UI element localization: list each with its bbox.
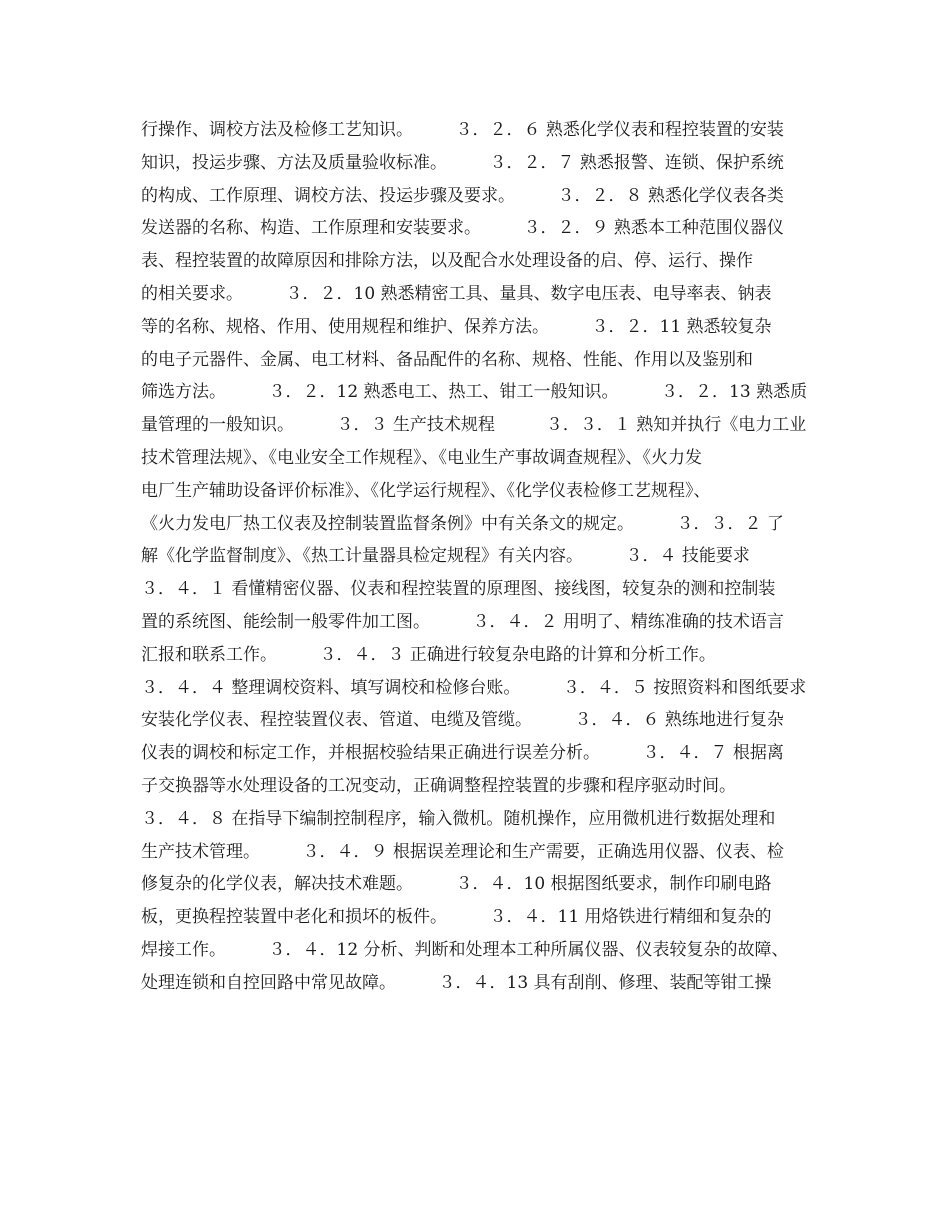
text-line: 安装化学仪表、程控装置仪表、管道、电缆及管缆。 ３．４．６ 熟练地进行复杂 (141, 710, 784, 731)
text-line: ３．４．８ 在指导下编制控制程序，输入微机。随机操作，应用微机进行数据处理和 (141, 808, 776, 829)
text-line: 仪表的调校和标定工作，并根据校验结果正确进行误差分析。 ３．４．７ 根据离 (141, 743, 784, 764)
text-line: 的相关要求。 ３．２．10 熟悉精密工具、量具、数字电压表、电导率表、钠表 (141, 283, 772, 304)
text-line: 筛选方法。 ３．２．12 熟悉电工、热工、钳工一般知识。 ３．２．13 熟悉质 (141, 382, 808, 403)
text-line: 《火力发电厂热工仪表及控制装置监督条例》中有关条文的规定。 ３．３．２ 了 (141, 513, 784, 534)
text-line: 生产技术管理。 ３．４．９ 根据误差理论和生产需要，正确选用仪器、仪表、检 (141, 841, 784, 862)
text-line: 汇报和联系工作。 ３．４．３ 正确进行较复杂电路的计算和分析工作。 (141, 644, 716, 665)
text-line: 的电子元器件、金属、电工材料、备品配件的名称、规格、性能、作用以及鉴别和 (141, 349, 753, 370)
text-line: 表、程控装置的故障原因和排除方法，以及配合水处理设备的启、停、运行、操作 (141, 251, 753, 272)
text-line: 行操作、调校方法及检修工艺知识。 ３．２．６ 熟悉化学仪表和程控装置的安装 (141, 120, 784, 140)
text-line: 等的名称、规格、作用、使用规程和维护、保养方法。 ３．２．11 熟悉较复杂 (141, 316, 772, 337)
text-line: 量管理的一般知识。 ３．３ 生产技术规程 ３．３．１ 熟知并执行《电力工业 (141, 415, 807, 436)
text-line: 板，更换程控装置中老化和损坏的板件。 ３．４．11 用烙铁进行精细和复杂的 (141, 907, 772, 928)
body-text (141, 114, 831, 1000)
text-line: 修复杂的化学仪表，解决技术难题。 ３．４．10 根据图纸要求，制作印刷电路 (141, 874, 772, 895)
text-line: 焊接工作。 ３．４．12 分析、判断和处理本工种所属仪器、仪表较复杂的故障、 (141, 939, 789, 960)
text-line: 技术管理法规》、《电业安全工作规程》、《电业生产事故调查规程》、《火力发 (141, 447, 702, 468)
text-line: 子交换器等水处理设备的工况变动，正确调整程控装置的步骤和程序驱动时间。 (141, 775, 736, 796)
text-line: 的构成、工作原理、调校方法、投运步骤及要求。 ３．２．８ 熟悉化学仪表各类 (141, 185, 784, 206)
text-line: ３．４．１ 看懂精密仪器、仪表和程控装置的原理图、接线图，较复杂的测和控制装 (141, 579, 776, 600)
text-line: ３．４．４ 整理调校资料、填写调校和检修台账。 ３．４．５ 按照资料和图纸要求 (141, 677, 807, 698)
text-line: 解《化学监督制度》、《热工计量器具检定规程》有关内容。 ３．４ 技能要求 (141, 546, 750, 567)
text-line: 置的系统图、能绘制一般零件加工图。 ３．４．２ 用明了、精练准确的技术语言 (141, 611, 784, 632)
text-line: 处理连锁和自控回路中常见故障。 ３．４．13 具有刮削、修理、装配等钳工操 (141, 972, 772, 993)
text-line: 电厂生产辅助设备评价标准》、《化学运行规程》、《化学仪表检修工艺规程》、 (141, 480, 711, 501)
text-line: 发送器的名称、构造、工作原理和安装要求。 ３．２．９ 熟悉本工种范围仪器仪 (141, 218, 784, 239)
text-line: 知识，投运步骤、方法及质量验收标准。 ３．２．７ 熟悉报警、连锁、保护系统 (141, 152, 784, 173)
